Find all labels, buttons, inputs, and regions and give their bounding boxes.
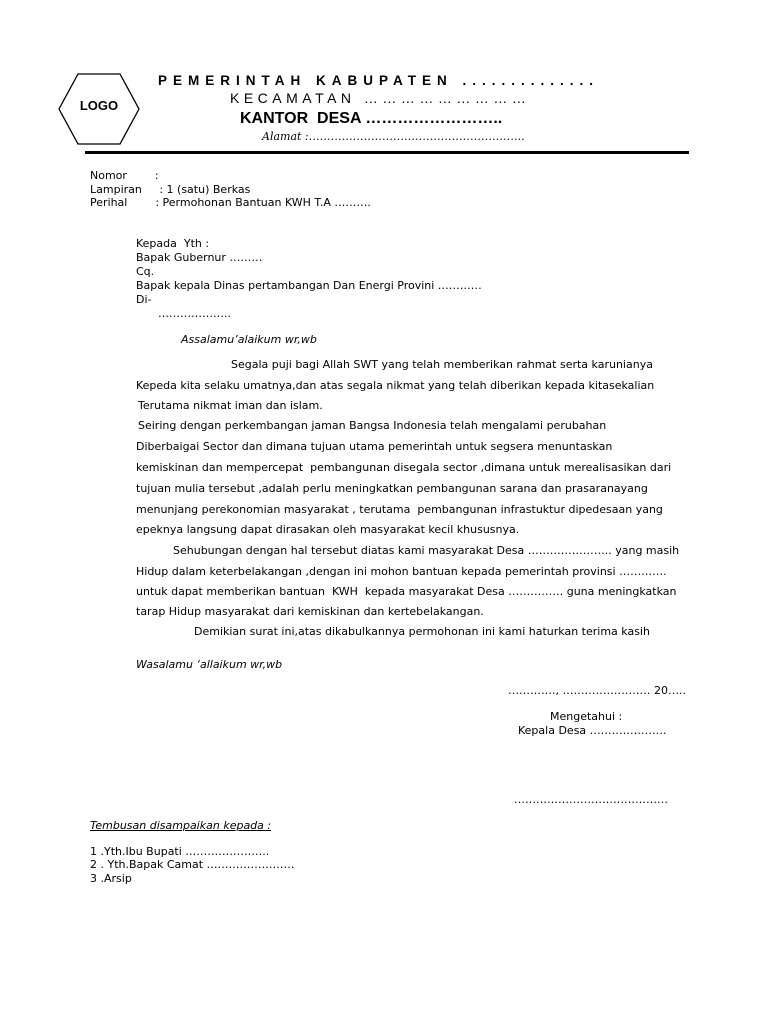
paragraph-2-line-4: tujuan mulia tersebut ,adalah perlu meningkatkan pembangunan sarana dan prasaranayang (136, 482, 648, 495)
recipient-location: ……………….. (158, 307, 231, 320)
paragraph-1-line-3: Terutama nikmat iman dan islam. (138, 399, 323, 412)
signature-date: …………., …………………… 20….. (508, 684, 686, 697)
signature-name-line: …………………………………… (514, 793, 668, 806)
paragraph-1-line-1: Segala puji bagi Allah SWT yang telah memberikan rahmat serta karunianya (231, 358, 653, 371)
recipient-di: Di- (136, 293, 152, 306)
paragraph-2-line-1: Seiring dengan perkembangan jaman Bangsa Indonesia telah mengalami perubahan (138, 419, 607, 432)
paragraph-3-line-3: untuk dapat memberikan bantuan KWH kepada masyarakat Desa …………… guna meningkatkan (136, 585, 677, 598)
paragraph-4-line-1: Demikian surat ini,atas dikabulkannya permohonan ini kami haturkan terima kasih (194, 625, 650, 638)
header-kabupaten: PEMERINTAH KABUPATEN .............. (158, 73, 600, 88)
salam-closing: Wasalamu ‘allaikum wr,wb (136, 658, 283, 671)
logo (58, 73, 140, 145)
paragraph-2-line-5: menunjang perekonomian masyarakat , terutama pembangunan infrastuktur dipedesaan yang (136, 503, 663, 516)
paragraph-3-line-2: Hidup dalam keterbelakangan ,dengan ini mohon bantuan kepada pemerintah provinsi …………. (136, 565, 667, 578)
header-kecamatan: KECAMATAN ……………………… (230, 90, 531, 106)
recipient-gubernur: Bapak Gubernur ……… (136, 251, 263, 264)
meta-lampiran: Lampiran : 1 (satu) Berkas (90, 183, 251, 196)
signature-kepala-desa: Kepala Desa ………………… (518, 724, 667, 737)
recipient-dinas: Bapak kepala Dinas pertambangan Dan Energi Provini ………… (136, 279, 482, 292)
tembusan-title: Tembusan disampaikan kepada : (90, 819, 272, 832)
header-divider (85, 151, 689, 154)
tembusan-item-2: 2 . Yth.Bapak Camat …………………… (90, 858, 295, 871)
paragraph-2-line-6: epeknya langsung dapat dirasakan oleh masyarakat kecil khususnya. (136, 523, 520, 536)
recipient-cq: Cq. (136, 265, 155, 278)
signature-mengetahui: Mengetahui : (550, 710, 623, 723)
salam-opening: Assalamu’alaikum wr,wb (181, 333, 317, 346)
logo-label: LOGO (79, 98, 119, 113)
meta-nomor: Nomor : (90, 169, 159, 182)
paragraph-2-line-3: kemiskinan dan mempercepat pembangunan disegala sector ,dimana untuk merealisasikan dari (136, 461, 672, 474)
tembusan-item-1: 1 .Yth.Ibu Bupati ………………….. (90, 845, 270, 858)
paragraph-2-line-2: Diberbaigai Sector dan dimana tujuan utama pemerintah untuk segsera menuntaskan (136, 440, 613, 453)
header-kantor-desa: KANTOR DESA …………………….. (240, 110, 503, 127)
paragraph-3-line-1: Sehubungan dengan hal tersebut diatas kami masyarakat Desa ………………….. yang masih (173, 544, 680, 557)
paragraph-1-line-2: Kepeda kita selaku umatnya,dan atas segala nikmat yang telah diberikan kepada kitasekalian (136, 379, 655, 392)
recipient-kepada: Kepada Yth : (136, 237, 210, 250)
paragraph-3-line-4: tarap Hidup masyarakat dari kemiskinan dan kertebelakangan. (136, 605, 484, 618)
tembusan-item-3: 3 .Arsip (90, 872, 132, 885)
meta-perihal: Perihal : Permohonan Bantuan KWH T.A ………. (90, 196, 371, 209)
header-alamat: Alamat :………………………………………………….. (262, 130, 525, 143)
